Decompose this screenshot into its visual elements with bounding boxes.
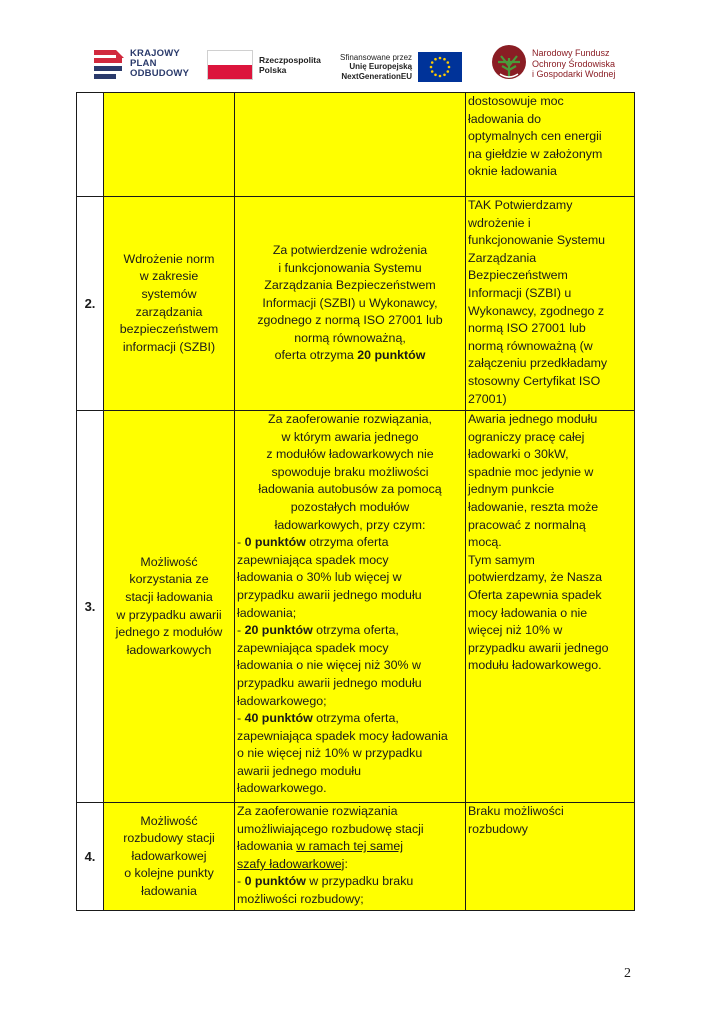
row-number: 4. (77, 803, 104, 911)
kpo-text: KRAJOWY PLAN ODBUDOWY (130, 48, 190, 79)
page-header (0, 38, 724, 94)
criterion-name: Możliwość korzystania ze stacji ładowania w przypadku awarii jednego z modułów ładowarkowych (104, 411, 235, 803)
bidder-answer: dostosowuje moc ładowania do optymalnych cen energii na giełdzie w założonym oknie ładowania (466, 93, 635, 197)
bidder-answer: Braku możliwości rozbudowy (466, 803, 635, 911)
nfosigw-text: Narodowy Fundusz Ochrony Środowiska i Gospodarki Wodnej (532, 48, 616, 80)
points-value: 20 punktów (244, 623, 313, 638)
kpo-emblem-icon (94, 46, 124, 82)
nfosigw-logo (490, 44, 615, 84)
criterion-name: Możliwość rozbudowy stacji ładowarkowej o kolejne punkty ładowania (104, 803, 235, 911)
criterion-description (235, 93, 466, 197)
table-row (77, 93, 635, 197)
criterion-name (104, 93, 235, 197)
polish-flag-icon (207, 50, 253, 80)
points-value: 0 punktów (244, 874, 306, 889)
eu-flag-icon (418, 52, 462, 82)
table-row (77, 411, 635, 803)
eu-text: Sfinansowane przez Unię Europejską NextGenerationEU (340, 52, 413, 81)
table-row (77, 197, 635, 411)
criterion-name: Wdrożenie norm w zakresie systemów zarządzania bezpieczeństwem informacji (SZBI) (104, 197, 235, 411)
criterion-description: Za zaoferowanie rozwiązania, w którym awaria jednego z modułów ładowarkowych nie spowoduje braku możliwości ładowania autobusów za pomocą pozostałych modułów ładowarkowych, przy czym: - 0 punktów otrzyma oferta zapewniająca spadek mocy ładowania o 30% lub więcej w przypadku awarii jednego modułu ładowania; - 20 punktów otrzyma oferta, zapewniająca spadek mocy ładowania o nie więcej niż 30% w przypadku awarii jednego modułu ładowarkowego; - 40 punktów otrzyma oferta, zapewniająca spadek mocy ładowania o nie więcej niż 10% w przypadku awarii jednego modułu ładowarkowego. (235, 411, 466, 803)
eu-logo (340, 52, 462, 82)
nfosigw-tree-icon (490, 44, 528, 84)
row-number: 3. (77, 411, 104, 803)
criterion-description: Za potwierdzenie wdrożenia i funkcjonowania Systemu Zarządzania Bezpieczeństwem Informacji (SZBI) u Wykonawcy, zgodnego z normą ISO 27001 lub normą równoważną, oferta otrzyma 20 punktów (235, 197, 466, 411)
table-row (77, 803, 635, 911)
page-number: 2 (624, 966, 631, 981)
kpo-logo (94, 46, 189, 82)
rp-text: Rzeczpospolita Polska (259, 55, 321, 75)
bidder-answer: TAK Potwierdzamy wdrożenie i funkcjonowanie Systemu Zarządzania Bezpieczeństwem Informacji (SZBI) u Wykonawcy, zgodnego z normą ISO 27001 lub normą równoważną (w załączeniu przedkładamy stosowny Certyfikat ISO 27001) (466, 197, 635, 411)
criterion-description: Za zaoferowanie rozwiązania umożliwiającego rozbudowę stacji ładowania w ramach tej samej szafy ładowarkowej: - 0 punktów w przypadku braku możliwości rozbudowy; (235, 803, 466, 911)
points-value: 0 punktów (244, 535, 306, 550)
bidder-answer: Awaria jednego modułu ograniczy pracę całej ładowarki o 30kW, spadnie moc jedynie w jednym punkcie ładowanie, reszta może pracować z normalną mocą. Tym samym potwierdzamy, że Nasza Oferta zapewnia spadek mocy ładowania o nie więcej niż 10% w przypadku awarii jednego modułu ładowarkowego. (466, 411, 635, 803)
row-number: 2. (77, 197, 104, 411)
rp-logo (207, 50, 321, 80)
points-value: 20 punktów (357, 348, 426, 363)
points-value: 40 punktów (244, 711, 313, 726)
row-number (77, 93, 104, 197)
criteria-table (76, 92, 635, 911)
